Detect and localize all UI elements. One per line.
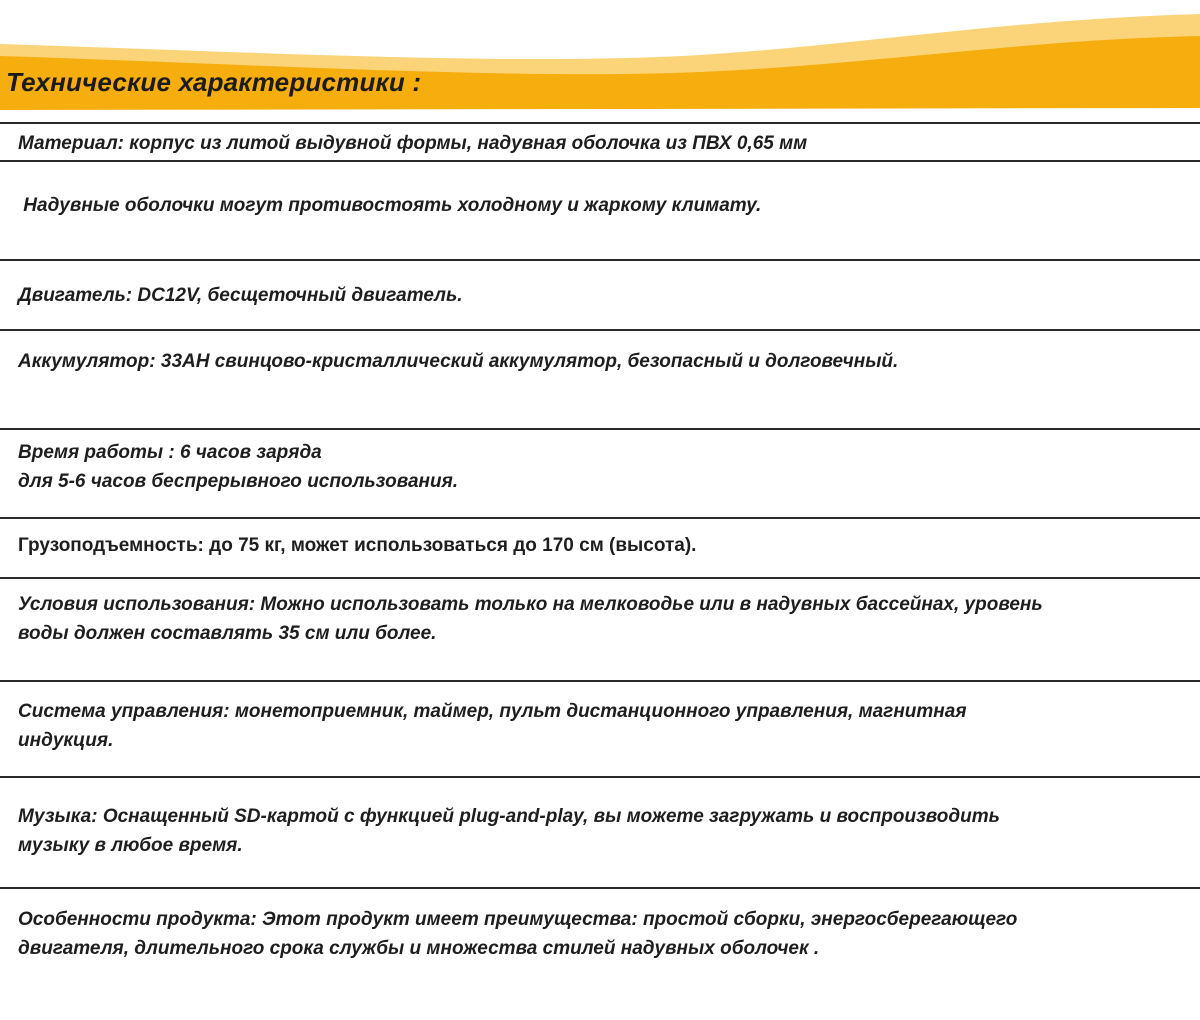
spec-row-capacity (0, 519, 1200, 578)
page-title: Технические характеристики : (6, 67, 422, 97)
spec-line: Музыка: Оснащенный SD-картой с функцией plug-and-play, вы можете загружать и воспроизводить (18, 806, 1000, 827)
spec-line: воды должен составлять 35 см или более. (18, 623, 437, 644)
spec-line: Особенности продукта: Этот продукт имеет преимущества: простой сборки, энергосберегающего (18, 909, 1018, 930)
spec-text-music (18, 802, 1190, 860)
spec-row-features (0, 889, 1200, 1009)
header-banner (0, 0, 1200, 140)
spec-row-battery (0, 331, 1200, 427)
spec-line: для 5-6 часов беспрерывного использования. (18, 471, 459, 492)
spec-text-control (18, 697, 1190, 755)
spec-line: Надувные оболочки могут противостоять холодному и жаркому климату. (18, 195, 762, 216)
spec-text-material (18, 129, 1190, 158)
spec-line: Двигатель: DC12V, бесщеточный двигатель. (18, 285, 463, 306)
spec-row-conditions (0, 579, 1200, 679)
spec-text-climate (18, 191, 1190, 220)
spec-row-music (0, 778, 1200, 886)
spec-line: двигателя, длительного срока службы и множества стилей надувных оболочек . (18, 938, 820, 959)
spec-line: Условия использования: Можно использовать только на мелководье или в надувных бассейнах, уровень (18, 594, 1043, 615)
spec-text-capacity (18, 531, 1190, 560)
spec-text-features (18, 905, 1190, 963)
spec-line: индукция. (18, 730, 114, 751)
spec-line: Время работы : 6 часов заряда (18, 442, 322, 463)
spec-row-runtime (0, 430, 1200, 517)
spec-row-material (0, 124, 1200, 160)
spec-line: Аккумулятор: 33AH свинцово-кристаллический аккумулятор, безопасный и долговечный. (18, 351, 899, 372)
spec-row-control (0, 682, 1200, 776)
spec-line: Материал: корпус из литой выдувной формы, надувная оболочка из ПВХ 0,65 мм (18, 133, 808, 154)
spec-line: Система управления: монетоприемник, таймер, пульт дистанционного управления, магнитная (18, 701, 967, 722)
spec-row-climate (0, 162, 1200, 258)
spec-text-runtime (18, 438, 1190, 496)
spec-line: Грузоподъемность: до 75 кг, может использоваться до 170 см (высота). (18, 535, 697, 556)
spec-row-motor (0, 261, 1200, 329)
spec-text-conditions (18, 590, 1190, 648)
spec-text-battery (18, 347, 1190, 376)
spec-line: музыку в любое время. (18, 835, 243, 856)
spec-text-motor (18, 281, 1190, 310)
